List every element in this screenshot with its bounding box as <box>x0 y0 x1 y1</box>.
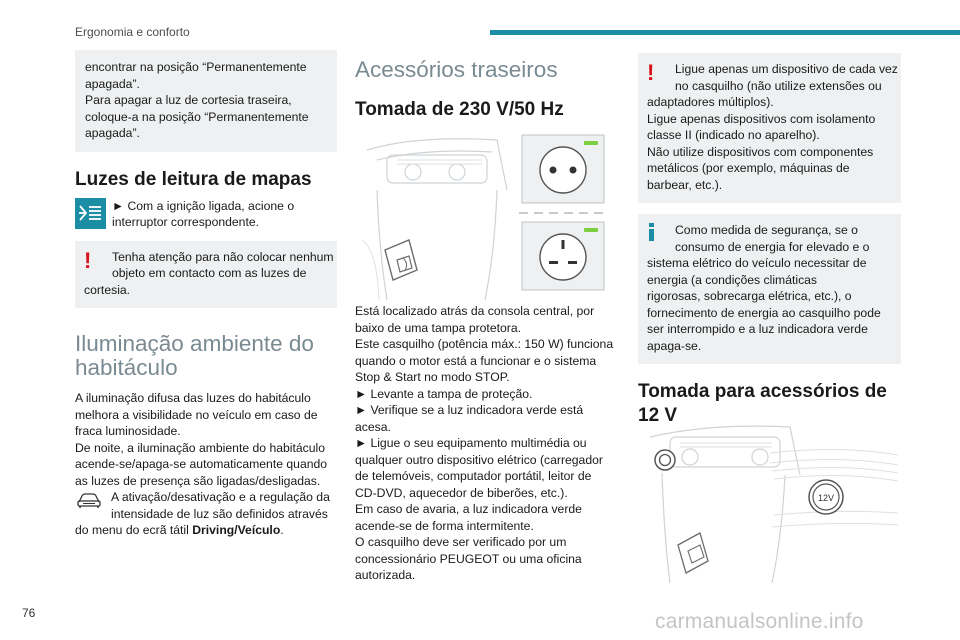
menu-path: Driving/Veículo <box>192 523 281 537</box>
body-line: acesa. <box>355 419 391 434</box>
body-line: ► Levante a tampa de proteção. <box>355 386 533 401</box>
body-line: fraca luminosidade. <box>75 424 181 438</box>
info-line: consumo de energia for elevado e o <box>675 239 870 254</box>
body-line: CD-DVD, aquecedor de biberões, etc.). <box>355 485 568 500</box>
ambient-lighting-heading <box>75 332 337 380</box>
note-line: coloque-a na posição “Permanentemente <box>85 109 309 124</box>
step-line: ► Com a ignição ligada, acione o <box>112 198 295 213</box>
socket-230v-illustration <box>357 130 615 300</box>
ambient-lighting-body <box>75 390 337 489</box>
body-line: acende-se/apaga-se automaticamente quando <box>75 457 328 471</box>
body-line: ► Verifique se a luz indicadora verde está <box>355 403 584 417</box>
socket-230v-heading: Tomada de 230 V/50 Hz <box>355 99 564 120</box>
warning-line: objeto em contacto com as luzes de <box>112 266 307 280</box>
body-line: Está localizado atrás da consola central, por <box>355 304 595 318</box>
body-line <box>75 522 337 539</box>
warning-line: Ligue apenas dispositivos com isolamento <box>647 111 876 126</box>
socket-230v-warning <box>638 53 901 203</box>
warning-line: metálicos (por exemplo, máquinas de <box>647 161 850 175</box>
warning-line: Ligue apenas um dispositivo de cada vez <box>675 62 898 76</box>
watermark: carmanualsonline.info <box>655 610 864 633</box>
body-line: O casquilho deve ser verificado por um <box>355 535 567 549</box>
note-line: encontrar na posição “Permanentemente <box>85 60 307 74</box>
info-line: ser interrompido e a luz indicadora verde <box>647 322 868 336</box>
body-line: Stop & Start no modo STOP. <box>355 370 510 384</box>
heading-line: Iluminação ambiente do <box>75 331 314 356</box>
body-line: concessionário PEUGEOT ou uma oficina <box>355 551 582 566</box>
body-line: A ativação/desativação e a regulação da <box>111 490 330 504</box>
note-line: apagada”. <box>85 126 140 140</box>
info-line: Como medida de segurança, se o <box>675 223 858 237</box>
car-icon <box>75 491 103 509</box>
step-line: interruptor correspondente. <box>112 215 260 229</box>
rear-accessories-heading: Acessórios traseiros <box>355 57 558 82</box>
socket-230v-body <box>355 303 615 584</box>
chapter-header-label: Ergonomia e conforto <box>75 25 190 39</box>
body-line: qualquer outro dispositivo elétrico (carregador <box>355 452 603 467</box>
courtesy-light-note <box>75 50 337 152</box>
warning-line: no casquilho (não utilize extensões ou <box>675 78 882 93</box>
body-line: baixo de uma tampa protetora. <box>355 320 521 335</box>
heading-line: 12 V <box>638 405 678 426</box>
reading-light-icon <box>75 198 106 229</box>
column-middle <box>355 50 615 122</box>
socket-230v-info <box>638 214 901 364</box>
socket-12v-label: 12V <box>817 493 835 503</box>
body-line: Em caso de avaria, a luz indicadora verde <box>355 502 582 516</box>
heading-line: Tomada para acessórios de <box>638 381 887 402</box>
info-line: rigorosas, sobrecarga elétrica, etc.), o <box>647 289 852 303</box>
warning-exclamation-icon: ! <box>84 247 92 273</box>
column-left <box>75 50 337 539</box>
note-line: apagada”. <box>85 76 140 91</box>
menu-suffix: . <box>280 523 284 537</box>
page-number: 76 <box>22 606 36 620</box>
body-line: autorizada. <box>355 568 416 582</box>
ambient-lighting-menu-note <box>75 489 337 539</box>
warning-line: cortesia. <box>84 282 131 297</box>
socket-230v-text <box>355 303 615 584</box>
body-line: Este casquilho (potência máx.: 150 W) funciona <box>355 337 614 351</box>
warning-line: Tenha atenção para não colocar nenhum <box>112 249 334 264</box>
body-line: melhora a visibilidade no veículo em caso de <box>75 407 318 422</box>
body-line: A iluminação difusa das luzes do habitáculo <box>75 391 311 405</box>
warning-exclamation-icon: ! <box>647 60 655 85</box>
warning-line: classe II (indicado no aparelho). <box>647 128 820 142</box>
body-line: de telemóveis, computador portátil, leitor de <box>355 469 592 483</box>
warning-line: adaptadores múltiplos). <box>647 95 774 109</box>
note-line: Para apagar a luz de cortesia traseira, <box>85 93 292 107</box>
body-line: intensidade de luz são definidos através <box>111 506 328 521</box>
info-line: energia (a condições climáticas <box>647 272 818 287</box>
reading-lights-step <box>75 198 337 230</box>
socket-12v-illustration <box>640 415 898 583</box>
reading-lights-warning <box>75 241 337 309</box>
info-line: sistema elétrico do veículo necessitar de <box>647 256 867 270</box>
body-line: as luzes de presença são ligadas/desligadas. <box>75 473 321 488</box>
info-icon <box>649 223 654 241</box>
column-right <box>638 53 901 428</box>
menu-text: do menu do ecrã tátil <box>75 523 193 537</box>
body-line: acende-se de forma intermitente. <box>355 518 534 533</box>
reading-lights-heading: Luzes de leitura de mapas <box>75 168 312 190</box>
header-accent-bar <box>490 30 960 35</box>
info-line: fornecimento de energia ao casquilho pode <box>647 305 881 320</box>
body-line: quando o motor está a funcionar e o sistema <box>355 353 597 368</box>
warning-line: Não utilize dispositivos com componentes <box>647 144 874 159</box>
body-line: ► Ligue o seu equipamento multimédia ou <box>355 436 587 450</box>
body-line: De noite, a iluminação ambiente do habitáculo <box>75 440 326 455</box>
heading-line: habitáculo <box>75 355 178 380</box>
info-line: apaga-se. <box>647 338 702 353</box>
warning-line: barbear, etc.). <box>647 177 723 192</box>
